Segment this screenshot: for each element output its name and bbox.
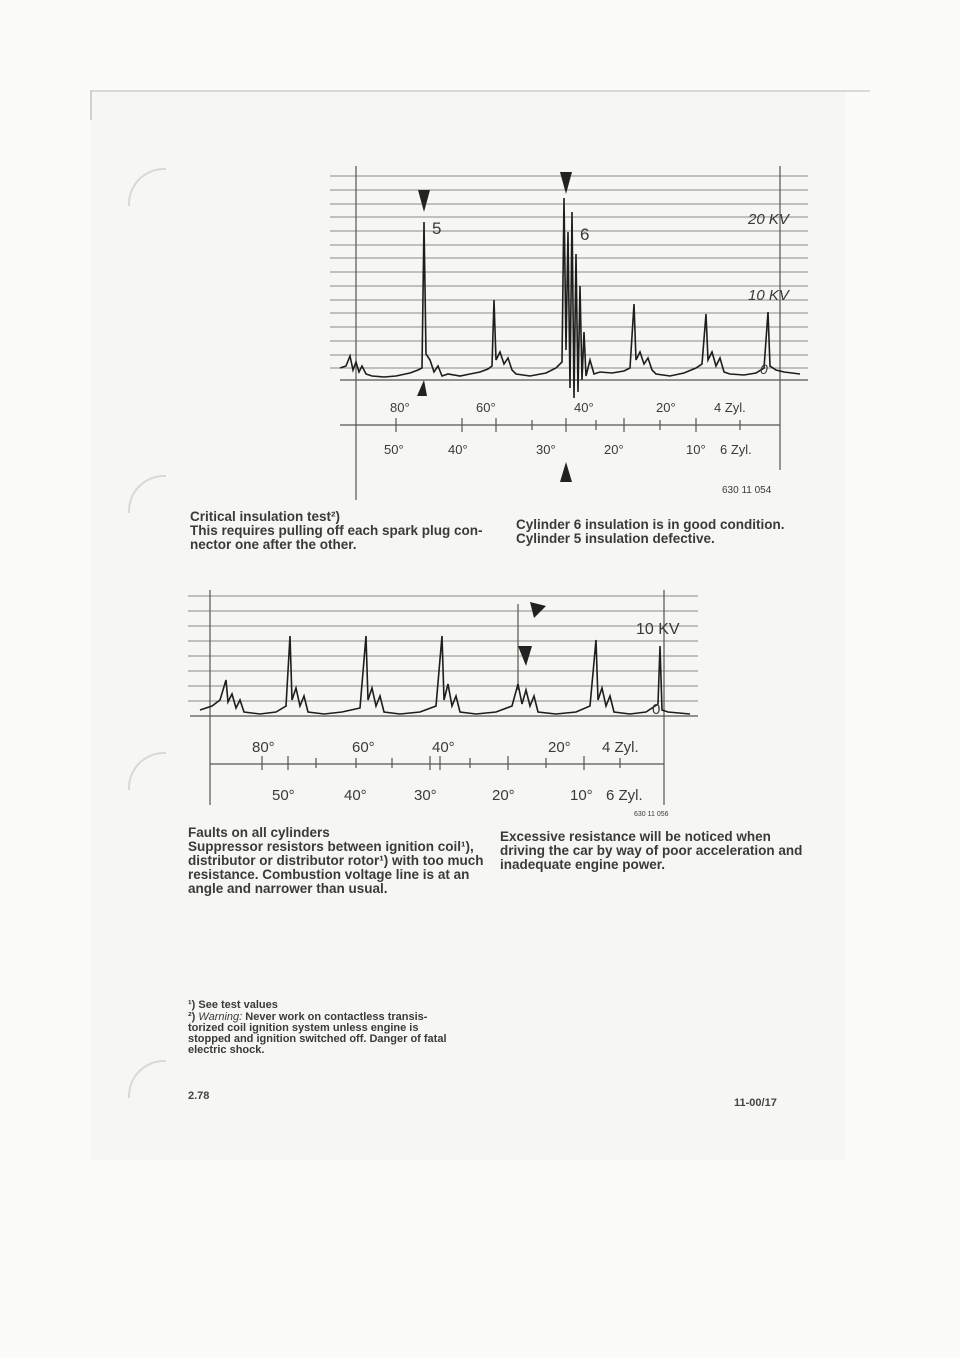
cylinder-6-label: 6 [580,225,590,244]
figure-code: 630 11 056 [634,811,669,818]
scale-6zyl-10: 10° [570,787,593,804]
scale-6zyl-30: 30° [414,787,437,804]
scale-4zyl-80: 80° [252,739,275,756]
scale-4zyl-20: 20° [656,400,676,415]
page-number: 11-00/17 [734,1097,777,1109]
footnote-text: ¹) See test values [188,999,278,1011]
left-border [90,90,92,120]
caption-body: Excessive resistance will be noticed when driving the car by way of poor acceleration and inadequate engine power. [500,829,803,872]
scale-6zyl-label: 6 Zyl. [720,442,752,457]
scale-4zyl-20: 20° [548,739,571,756]
kv-10-label: 10 KV [748,287,789,304]
kv-10-label: 10 KV [636,621,680,638]
figure-code: 630 11 054 [722,485,772,496]
scale-4zyl-80: 80° [390,400,410,415]
scale-6zyl-20: 20° [492,787,515,804]
footnote-marker: ²) [188,1011,199,1023]
scale-6zyl-10: 10° [686,442,706,457]
caption-critical-insulation [190,510,510,552]
footnote-warning: Warning: [198,1011,243,1023]
scale-4zyl-label: 4 Zyl. [602,739,639,756]
scale-6zyl-50: 50° [272,787,295,804]
caption-title: Critical insulation test²) [190,509,341,524]
footnote-1 [188,1000,488,1011]
caption-cylinder-result [516,518,816,546]
zero-label: 0 [652,701,661,718]
footnote-text: Never work on contactless transis- torized coil ignition system unless engine is stopped and ignition switched off. Danger of fatal electric shock. [188,1011,447,1056]
scale-6zyl-30: 30° [536,442,556,457]
oscilloscope-diagram-2 [180,585,710,820]
caption-body: Cylinder 6 insulation is in good condition. Cylinder 5 insulation defective. [516,517,785,546]
zero-label: 0 [760,361,768,377]
caption-body: Suppressor resistors between ignition coil¹), distributor or distributor rotor¹) with too much resistance. Combustion voltage line is at an angle and narrower than usual. [188,839,484,896]
scale-4zyl-40: 40° [432,739,455,756]
cylinder-5-label: 5 [432,219,442,238]
footnote-2 [188,1012,488,1056]
scale-4zyl-label: 4 Zyl. [714,400,746,415]
top-border [90,90,870,92]
oscilloscope-diagram-1 [320,160,820,505]
page-date: 2.78 [188,1090,210,1102]
caption-title: Faults on all cylinders [188,825,330,840]
caption-excessive-resistance [500,830,820,872]
scale-4zyl-60: 60° [352,739,375,756]
scale-4zyl-60: 60° [476,400,496,415]
caption-body: This requires pulling off each spark plug con- nector one after the other. [190,523,483,552]
kv-20-label: 20 KV [748,211,789,228]
scale-6zyl-50: 50° [384,442,404,457]
scale-4zyl-40: 40° [574,400,594,415]
scale-6zyl-40: 40° [344,787,367,804]
scale-6zyl-40: 40° [448,442,468,457]
scale-6zyl-label: 6 Zyl. [606,787,643,804]
caption-faults-all-cylinders [188,826,498,896]
scale-6zyl-20: 20° [604,442,624,457]
